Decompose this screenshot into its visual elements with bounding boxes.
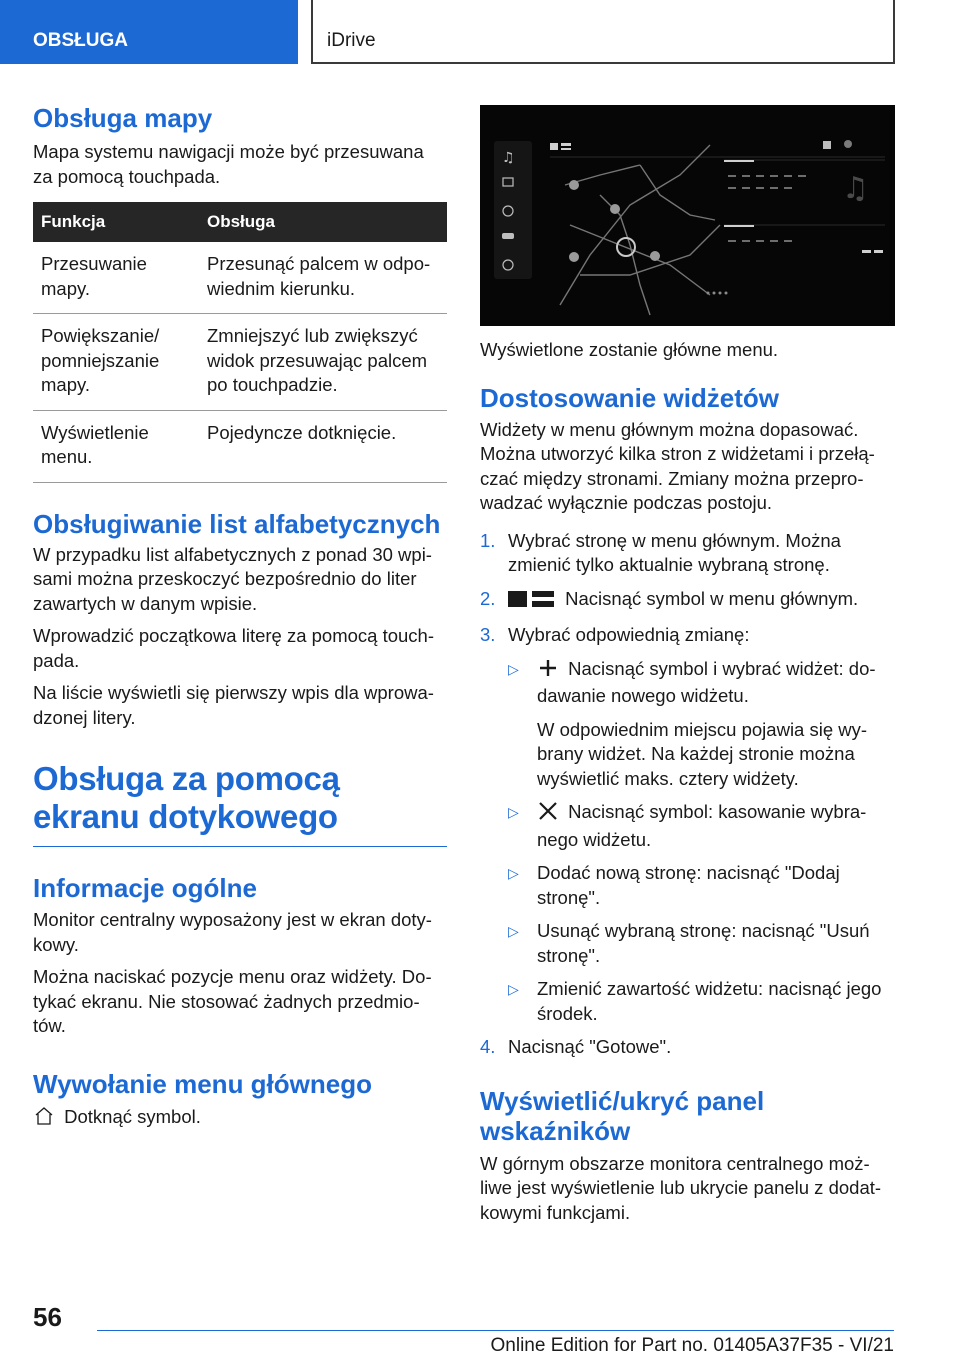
step-item [480,587,895,615]
table-cell: Pojedyncze dotknięcie. [199,410,447,482]
left-column [33,100,447,1132]
general-paragraph-2: Można naciskać pozycje menu oraz widżety. Do-tykać ekranu. Nie stosować żadnych przedmio-tów. [33,966,432,1036]
step-number: 1. [480,529,496,551]
table-cell: Zmniejszyć lub zwiększyć widok przesuwając palcem po touchpadzie. [199,314,447,411]
map-title: Obsługa mapy [33,103,213,133]
menu-text: Dotknąć symbol. [64,1105,201,1127]
general-title: Informacje ogólne [33,873,257,903]
panel-title: Wyświetlić/ukryć panel wskaźników [480,1085,765,1146]
touch-title: Obsługa za pomocą ekranu dotykowego [33,760,340,835]
table-cell: Wyświetlenie menu. [33,410,199,482]
section-tab: iDrive [311,0,895,64]
map-table [33,202,447,483]
triangle-bullet-icon: ▷ [508,660,519,677]
triangle-bullet-icon: ▷ [508,804,519,820]
map-intro: Mapa systemu nawigacji może być przesuwana za pomocą touchpada. [33,141,424,187]
option-item [508,977,895,1026]
table-row [33,242,447,314]
widget-layout-icon [508,590,554,615]
option-text: Usunąć wybraną stronę: nacisnąć "Usuń stronę". [537,920,870,966]
widgets-paragraph: Widżety w menu głównym można dopasować. Można utworzyć kilka stron z widżetami i przełą-czać między stronami. Zmiany można przepro-wadzać wyłącznie podczas postoju. [480,418,875,513]
step-number: 2. [480,587,496,609]
lists-paragraph-1: W przypadku list alfabetycznych z ponad 30 wpi-sami można przeskoczyć bezpośrednio do liter zawartych w danym wpisie. [33,543,432,614]
option-text: Dodać nową stronę: nacisnąć "Dodaj stronę". [537,862,840,908]
lists-title: Obsługiwanie list alfabetycznych [33,508,441,539]
screenshot-caption: Wyświetlone zostanie główne menu. [480,339,779,360]
steps-list-end [480,1035,895,1060]
option-item [508,657,895,792]
svg-text:♫: ♫ [842,171,869,206]
footer-rule [97,1330,894,1331]
close-icon [537,801,559,828]
option-item [508,800,895,852]
option-item [508,919,895,968]
section-rule [33,846,447,847]
home-icon [33,1106,55,1133]
step-item [480,529,895,578]
option-text: Zmienić zawartość widżetu: nacisnąć jego środek. [537,978,882,1024]
table-cell: Powiększanie/ pomniejszanie mapy. [33,314,199,411]
step-text: Wybrać stronę w menu głównym. Można zmienić tylko aktualnie wybraną stronę. [508,529,841,575]
footer-edition: Online Edition for Part no. 01405A37F35 - VI/21 [490,1335,894,1356]
triangle-bullet-icon: ▷ [508,865,519,881]
option-text: Nacisnąć symbol i wybrać widżet: do-dawanie nowego widżetu. [537,657,876,706]
svg-text:♫: ♫ [502,150,515,166]
page-number: 56 [33,1302,62,1332]
panel-paragraph: W górnym obszarze monitora centralnego moż-liwe jest wyświetlenie lub ukrycie panelu z dodat-kowymi funkcjami. [480,1152,882,1223]
options-list [508,657,895,1027]
steps-list [480,529,895,648]
lists-paragraph-2: Wprowadzić początkowa literę za pomocą touch-pada. [33,625,435,671]
step-number: 3. [480,624,496,645]
step-item [480,623,895,648]
triangle-bullet-icon: ▷ [508,981,519,997]
plus-icon [537,658,559,685]
chapter-tab: OBSŁUGA [0,0,298,64]
step-text: Nacisnąć symbol w menu głównym. [565,587,859,609]
table-header-operation: Obsługa [199,202,447,242]
step-item [480,1035,895,1060]
step-number: 4. [480,1036,496,1057]
widgets-title: Dostosowanie widżetów [480,382,780,413]
step-text: Nacisnąć "Gotowe". [508,1036,672,1057]
lists-paragraph-3: Na liście wyświetli się pierwszy wpis dla wprowa-dzonej litery. [33,682,434,728]
table-row [33,410,447,482]
idrive-screen-graphic [480,105,895,326]
menu-instruction [33,1105,447,1133]
general-paragraph-1: Monitor centralny wyposażony jest w ekran doty-kowy. [33,909,432,955]
option-item [508,861,895,910]
table-cell: Przesunąć palcem w odpo-wiednim kierunku. [199,242,447,314]
menu-title: Wywołanie menu głównego [33,1068,372,1099]
table-cell: Przesuwanie mapy. [33,242,199,314]
table-header-function: Funkcja [33,202,199,242]
table-row [33,314,447,411]
triangle-bullet-icon: ▷ [508,923,519,939]
option-text: Nacisnąć symbol: kasowanie wybra-nego widżetu. [537,801,867,850]
idrive-screenshot [480,105,895,326]
right-column [480,105,895,1225]
option-extra-text: W odpowiednim miejscu pojawia się wy-brany widżet. Na każdej stronie można wyświetlić maks. cztery widżety. [537,718,868,789]
step-text: Wybrać odpowiednią zmianę: [508,624,750,645]
